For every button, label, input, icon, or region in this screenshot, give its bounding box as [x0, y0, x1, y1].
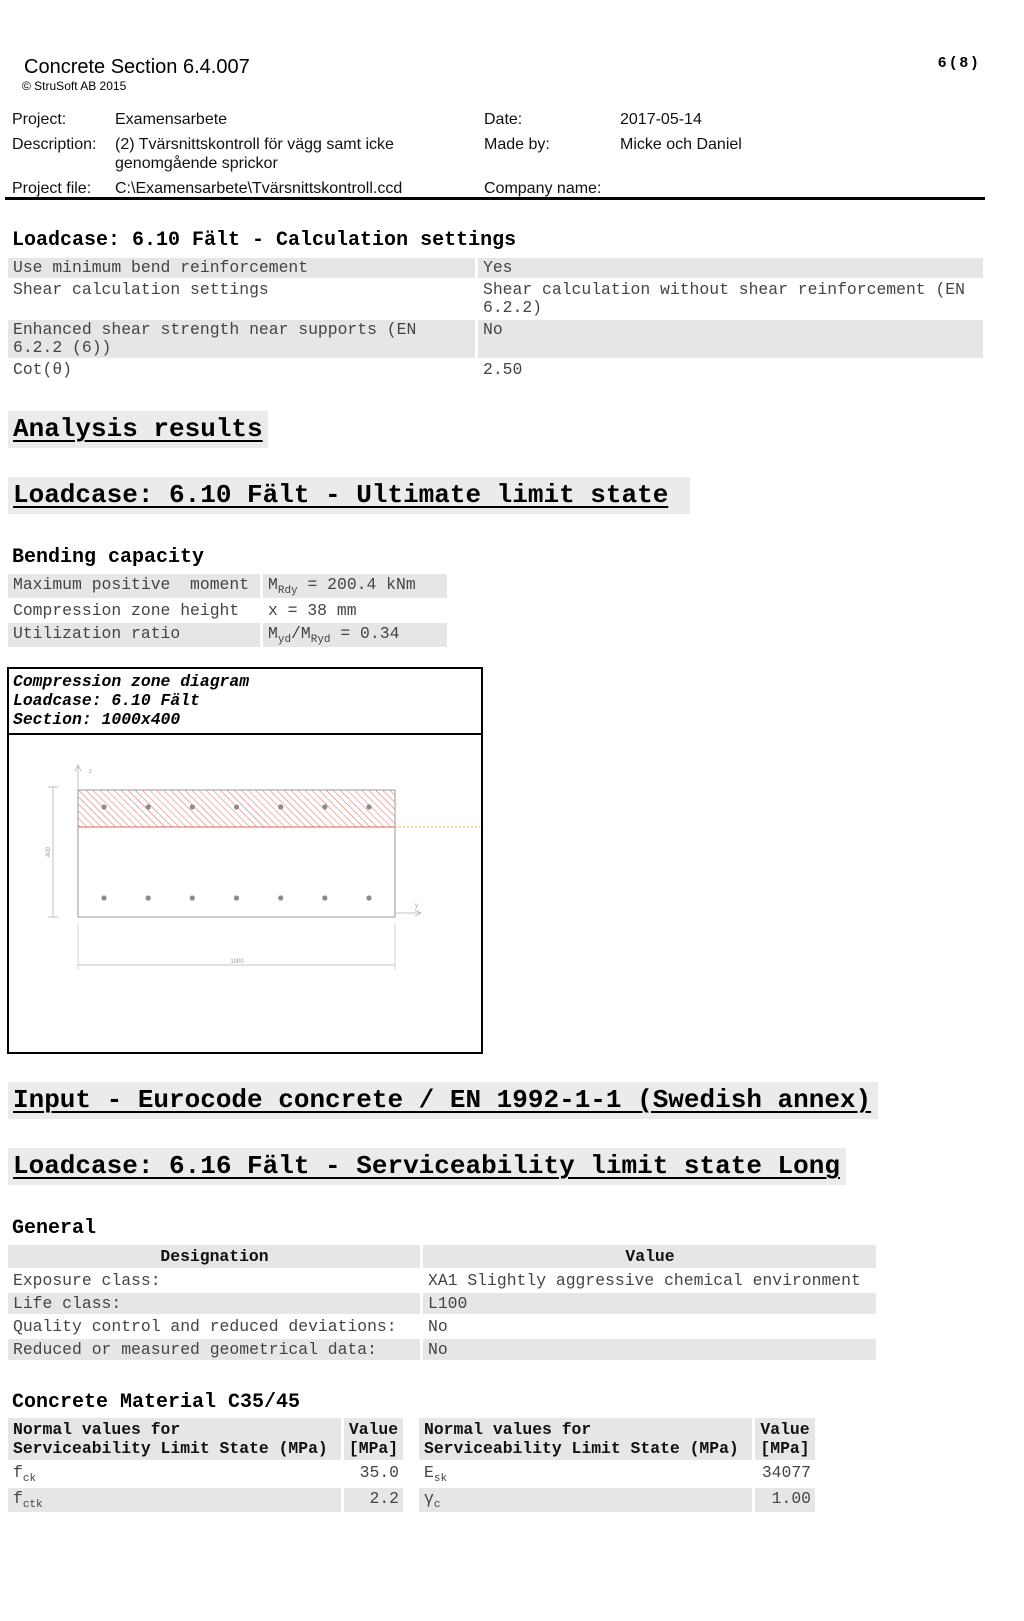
table-row [8, 1339, 876, 1360]
calculation-settings-table [8, 258, 983, 382]
table-header-row [8, 1418, 403, 1460]
width-dimension-label: 1000 [230, 959, 244, 965]
sls-heading [8, 1148, 846, 1185]
setting-value: Shear calculation without shear reinforcement (EN 6.2.2) [483, 280, 965, 317]
value-cell: 1.00 [755, 1488, 815, 1512]
property-subscript: sk [433, 1473, 448, 1485]
bending-value [263, 574, 447, 598]
uls-heading [8, 477, 690, 514]
general-table [8, 1245, 876, 1362]
setting-value: Yes [478, 258, 983, 278]
table-row [8, 574, 447, 598]
table-row [8, 623, 447, 647]
designation-cell: Life class: [8, 1293, 420, 1314]
designation-cell: Reduced or measured geometrical data: [8, 1339, 420, 1360]
concrete-material-title: Concrete Material C35/45 [12, 1391, 301, 1414]
property-subscript: ctk [22, 1499, 43, 1511]
table-header-row [8, 1245, 876, 1268]
table-row [8, 1293, 876, 1314]
compression-zone-drawing [9, 735, 481, 1052]
setting-label: Shear calculation settings [13, 280, 269, 299]
date-label: Date: [484, 111, 523, 128]
z-axis-label: z [89, 769, 92, 775]
header-line: [MPa] [760, 1439, 810, 1458]
company-name-label: Company name: [484, 180, 602, 197]
setting-value: 2.50 [483, 360, 523, 379]
column-header-property [8, 1418, 341, 1460]
value-cell: 34077 [761, 1463, 811, 1482]
rebar-bottom [234, 895, 239, 900]
property-subscript: ck [22, 1473, 37, 1485]
utilization-subscript-2: Ryd [310, 634, 331, 646]
header-line: Value [760, 1420, 810, 1439]
made-by-label: Made by: [484, 136, 550, 153]
value-cell: 35.0 [359, 1463, 399, 1482]
rebar-top [322, 804, 327, 809]
header-divider [5, 197, 985, 200]
bending-value [263, 623, 447, 647]
bending-capacity-title: Bending capacity [12, 546, 205, 569]
table-row [8, 320, 983, 358]
utilization-subscript: yd [277, 634, 292, 646]
designation-cell: Exposure class: [13, 1271, 161, 1290]
rebar-top [234, 804, 239, 809]
material-table-right [419, 1418, 815, 1514]
bending-value: x = 38 mm [268, 601, 357, 620]
input-heading [8, 1082, 878, 1119]
rebar-top [146, 804, 151, 809]
rebar-bottom [366, 895, 371, 900]
project-file-label: Project file: [12, 180, 92, 197]
value-cell: 2.2 [344, 1488, 403, 1512]
property-cell [419, 1488, 752, 1512]
project-file-value: C:\Examensarbete\Tvärsnittskontroll.ccd [115, 180, 403, 197]
value-cell: No [428, 1317, 448, 1336]
setting-label: Enhanced shear strength near supports (EN 6.2.2 (6)) [8, 320, 475, 358]
date-value: 2017-05-14 [620, 111, 702, 128]
bending-capacity-table [8, 574, 447, 649]
diagram-section: Section: 1000x400 [13, 710, 181, 729]
header-line: Normal values for [424, 1420, 592, 1439]
header-line: Serviceability Limit State (MPa) [13, 1439, 328, 1458]
column-header-designation: Designation [8, 1245, 420, 1268]
analysis-results-heading [8, 411, 268, 448]
rebar-bottom [322, 895, 327, 900]
setting-label: Cot(θ) [13, 360, 73, 379]
setting-label: Use minimum bend reinforcement [8, 258, 475, 278]
rebar-bottom [146, 895, 151, 900]
header-line: Value [348, 1420, 399, 1439]
header-line: [MPa] [348, 1439, 399, 1458]
moment-symbol: M [268, 575, 278, 594]
input-heading-text: Input - Eurocode concrete / EN 1992-1-1 (Swedish annex) [13, 1085, 872, 1115]
value-cell: No [423, 1339, 876, 1360]
compression-zone-diagram [7, 667, 483, 1054]
column-header-property [419, 1418, 752, 1460]
property-symbol: f [13, 1463, 23, 1482]
header-line: Normal values for [13, 1420, 181, 1439]
table-row [8, 258, 983, 278]
property-subscript: c [433, 1499, 441, 1511]
made-by-value: Micke och Daniel [620, 136, 742, 153]
table-row [8, 1462, 403, 1486]
rebar-top [101, 804, 106, 809]
project-label: Project: [12, 111, 67, 128]
calculation-settings-title: Loadcase: 6.10 Fält - Calculation settings [12, 229, 517, 252]
project-value: Examensarbete [115, 111, 228, 128]
property-cell [419, 1462, 752, 1486]
setting-value: No [478, 320, 983, 358]
page-number: 6 ( 8 ) [938, 54, 978, 71]
property-symbol: γ [424, 1489, 434, 1508]
description-label: Description: [12, 136, 97, 153]
utilization-symbol: M [268, 624, 278, 643]
header-line: Serviceability Limit State (MPa) [424, 1439, 739, 1458]
diagram-loadcase: Loadcase: 6.10 Fält [13, 691, 200, 710]
copyright-notice: © StruSoft AB 2015 [22, 79, 127, 93]
designation-cell: Quality control and reduced deviations: [13, 1317, 397, 1336]
uls-heading-text: Loadcase: 6.10 Fält - Ultimate limit state [13, 480, 669, 510]
height-dimension-label: 400 [46, 846, 52, 858]
moment-subscript: Rdy [277, 585, 298, 597]
rebar-bottom [190, 895, 195, 900]
property-cell [8, 1488, 341, 1512]
analysis-results-heading-text: Analysis results [13, 414, 263, 444]
rebar-top [366, 804, 371, 809]
bending-label: Maximum positive moment [8, 574, 260, 598]
y-axis-label: y [415, 903, 418, 909]
bending-label: Compression zone height [13, 601, 240, 620]
column-header-value: Value [423, 1245, 876, 1268]
sls-heading-text: Loadcase: 6.16 Fält - Serviceability limit state Long [13, 1151, 840, 1181]
bending-label: Utilization ratio [8, 623, 260, 647]
value-cell: XA1 Slightly aggressive chemical environment [428, 1271, 861, 1290]
moment-value-text: = 200.4 kNm [297, 575, 416, 594]
table-row [8, 1488, 403, 1512]
table-row [8, 280, 983, 318]
table-row [8, 1270, 876, 1291]
utilization-symbol-2: /M [291, 624, 311, 643]
property-cell [8, 1462, 341, 1486]
table-row [8, 600, 447, 621]
diagram-title: Compression zone diagram [13, 672, 250, 691]
rebar-top [190, 804, 195, 809]
rebar-bottom [278, 895, 283, 900]
rebar-top [278, 804, 283, 809]
rebar-bottom [101, 895, 106, 900]
material-table-left [8, 1418, 403, 1514]
table-row [419, 1462, 815, 1486]
table-row [8, 1316, 876, 1337]
property-symbol: E [424, 1463, 434, 1482]
property-symbol: f [13, 1489, 23, 1508]
description-value: (2) Tvärsnittskontroll för vägg samt icke genomgående sprickor [115, 136, 394, 172]
table-row [8, 360, 983, 380]
utilization-value-text: = 0.34 [330, 624, 400, 643]
table-header-row [419, 1418, 815, 1460]
column-header-value [344, 1418, 403, 1460]
value-cell: L100 [423, 1293, 876, 1314]
general-title: General [12, 1217, 97, 1240]
column-header-value [755, 1418, 815, 1460]
table-row [419, 1488, 815, 1512]
app-title: Concrete Section 6.4.007 [24, 56, 250, 78]
